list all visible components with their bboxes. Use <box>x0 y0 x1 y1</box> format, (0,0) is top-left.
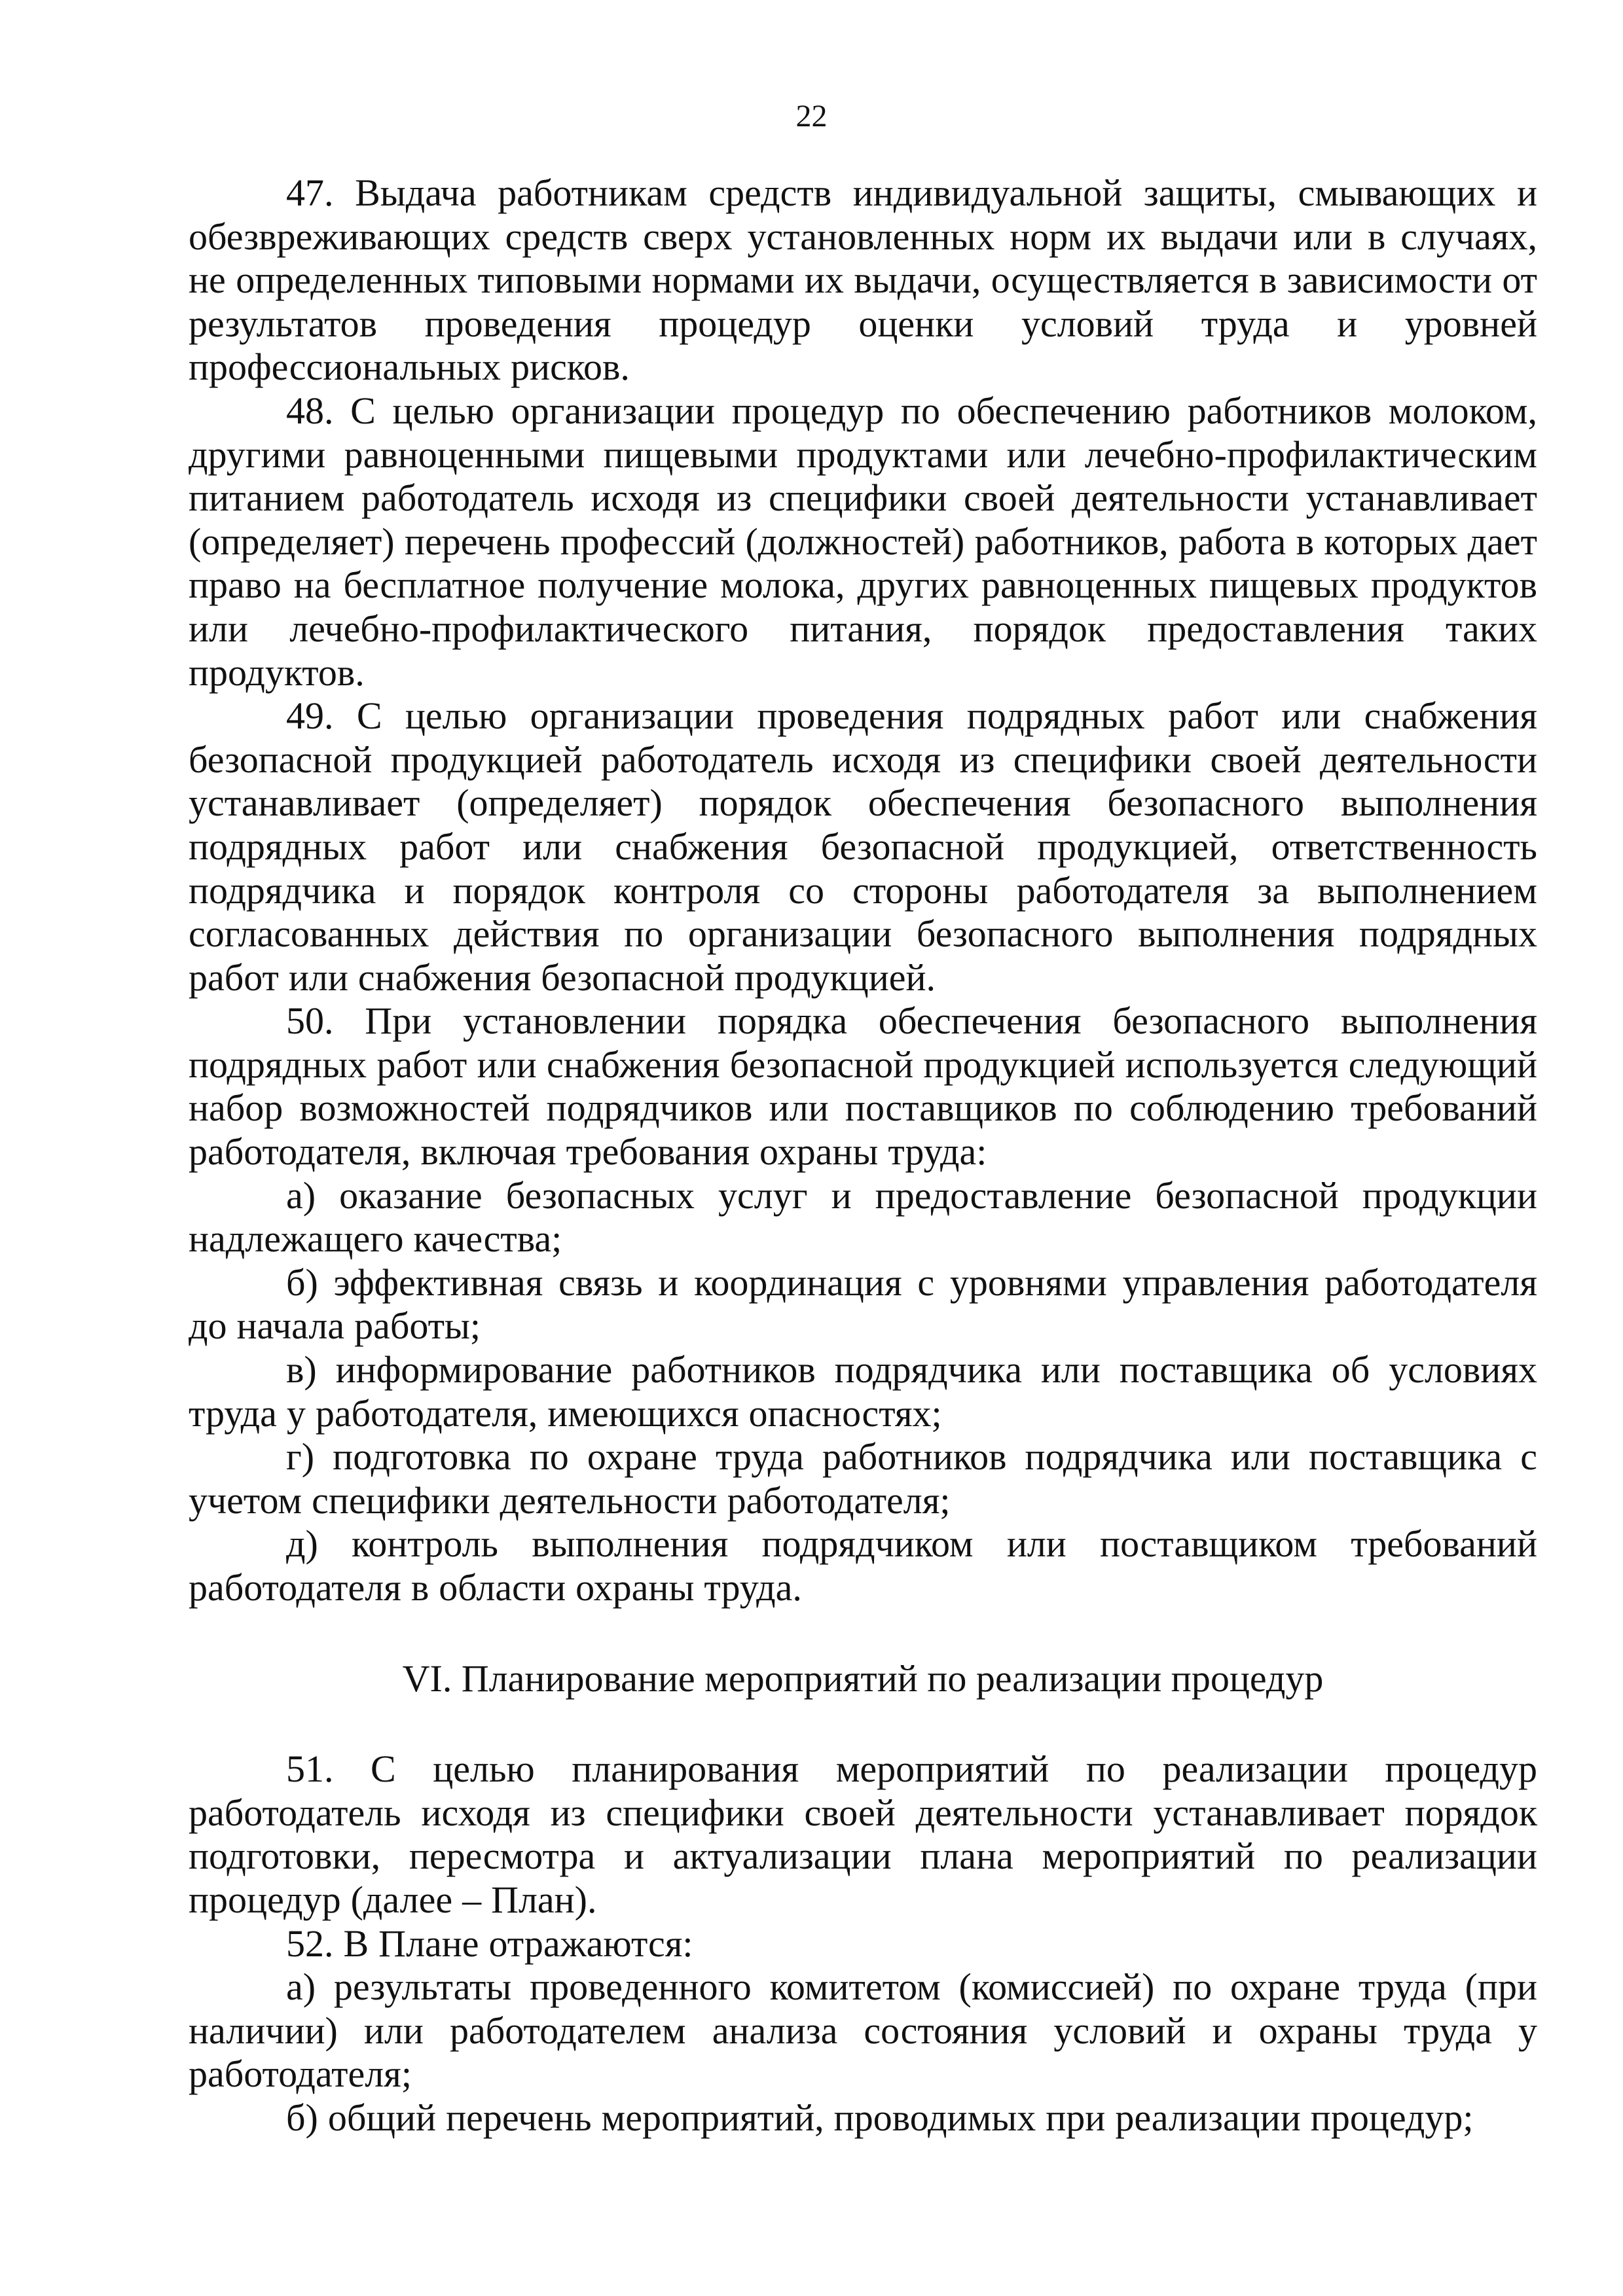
list-item-50-b: б) эффективная связь и координация с уровнями управления работодателя до начала работы; <box>189 1261 1537 1348</box>
list-item-50-g: г) подготовка по охране труда работников подрядчика или поставщика с учетом специфики деятельности работодателя; <box>189 1435 1537 1522</box>
list-item-50-v: в) информирование работников подрядчика или поставщика об условиях труда у работодателя, имеющихся опасностях; <box>189 1348 1537 1435</box>
document-body <box>189 171 1537 2140</box>
paragraph-47: 47. Выдача работникам средств индивидуальной защиты, смывающих и обезвреживающих средств сверх установленных норм их выдачи или в случаях, не определенных типовыми нормами их выдачи, осуществляется в зависимости от результатов проведения процедур оценки условий труда и уровней профессиональных рисков. <box>189 171 1537 389</box>
page-number: 22 <box>795 99 828 134</box>
list-item-50-d: д) контроль выполнения подрядчиком или поставщиком требований работодателя в области охраны труда. <box>189 1522 1537 1609</box>
paragraph-52: 52. В Плане отражаются: <box>286 1922 693 1965</box>
section-heading: VI. Планирование мероприятий по реализации процедур <box>402 1657 1324 1700</box>
list-item-50-a: а) оказание безопасных услуг и предоставление безопасной продукции надлежащего качества; <box>189 1174 1537 1261</box>
list-item-52-a: а) результаты проведенного комитетом (комиссией) по охране труда (при наличии) или работодателем анализа состояния условий и охраны труда у работодателя; <box>189 1965 1537 2096</box>
paragraph-49: 49. С целью организации проведения подрядных работ или снабжения безопасной продукцией работодатель исходя из специфики своей деятельности устанавливает (определяет) порядок обеспечения безопасного выполнения подрядных работ или снабжения безопасной продукцией, ответственность подрядчика и порядок контроля со стороны работодателя за выполнением согласованных действия по организации безопасного выполнения подрядных работ или снабжения безопасной продукцией. <box>189 694 1537 999</box>
paragraph-51: 51. С целью планирования мероприятий по реализации процедур работодатель исходя из специфики своей деятельности устанавливает порядок подготовки, пересмотра и актуализации плана мероприятий по реализации процедур (далее – План). <box>189 1748 1537 1921</box>
paragraph-50: 50. При установлении порядка обеспечения безопасного выполнения подрядных работ или снабжения безопасной продукцией используется следующий набор возможностей подрядчиков или поставщиков по соблюдению требований работодателя, включая требования охраны труда: <box>189 999 1537 1174</box>
list-item-52-b: б) общий перечень мероприятий, проводимых при реализации процедур; <box>286 2096 1474 2139</box>
paragraph-48: 48. С целью организации процедур по обеспечению работников молоком, другими равноценными пищевыми продуктами или лечебно-профилактическим питанием работодатель исходя из специфики своей деятельности устанавливает (определяет) перечень профессий (должностей) работников, работа в которых дает право на бесплатное получение молока, других равноценных пищевых продуктов или лечебно-профилактического питания, порядок предоставления таких продуктов. <box>189 389 1537 694</box>
